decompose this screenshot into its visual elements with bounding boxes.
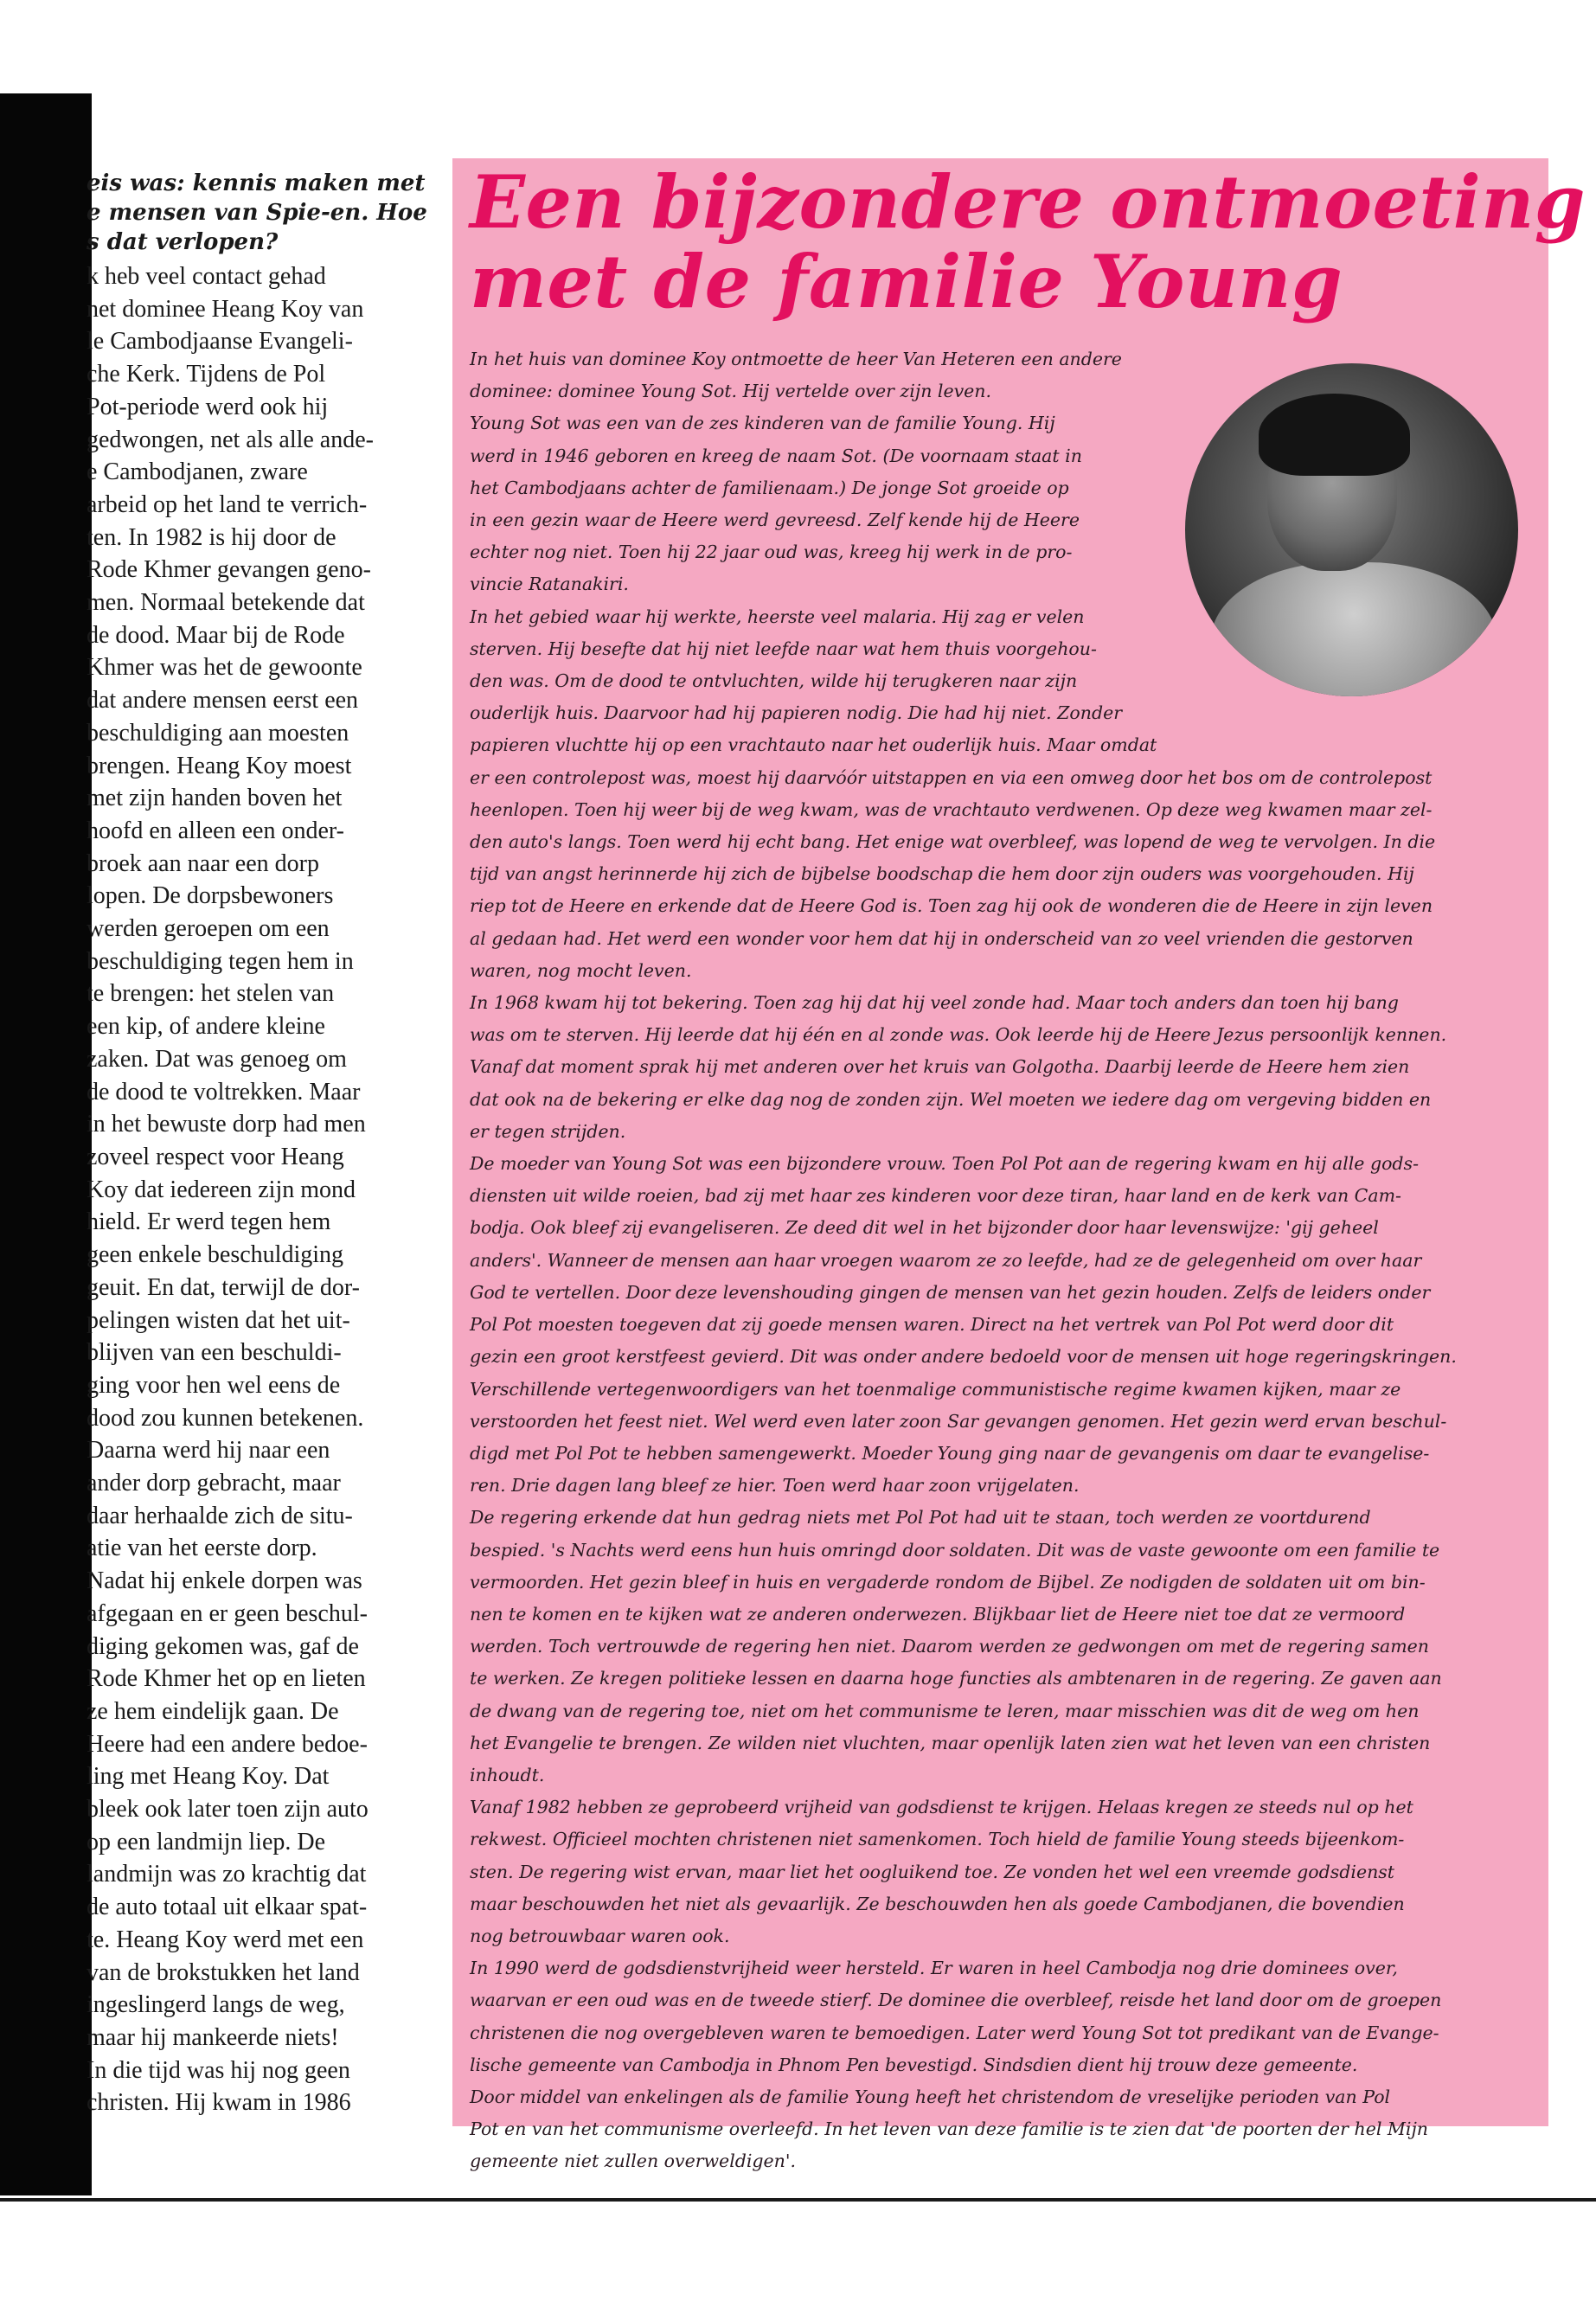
left-text-line: Heere had een andere bedoe-: [87, 1730, 368, 1758]
article-text-line: gemeente niet zullen overweldigen'.: [470, 2150, 797, 2172]
article-text-line: Pol Pot moesten toegeven dat zij goede mensen waren. Direct na het vertrek van Pol Pot werd door dit: [470, 1314, 1394, 1336]
article-title: [470, 159, 1586, 324]
left-text-line: net dominee Heang Koy van: [87, 295, 364, 323]
left-text-line: zoveel respect voor Heang: [87, 1143, 344, 1170]
article-text-line: dominee: dominee Young Sot. Hij vertelde over zijn leven.: [470, 381, 992, 402]
article-text-line: riep tot de Heere en erkende dat de Heere God is. Toen zag hij ook de wonderen die de Heere in zijn leven: [470, 895, 1433, 917]
left-text-line: broek aan naar een dorp: [87, 849, 319, 877]
title-line: met de familie Young: [470, 239, 1343, 324]
left-text-line: In die tijd was hij nog geen: [87, 2056, 350, 2084]
article-text-line: in een gezin waar de Heere werd gevreesd. Zelf kende hij de Heere: [470, 510, 1080, 531]
left-text-line: bleek ook later toen zijn auto: [87, 1796, 369, 1823]
article-text-line: Young Sot was een van de zes kinderen van de familie Young. Hij: [470, 413, 1055, 434]
left-text-line: che Kerk. Tijdens de Pol: [87, 361, 326, 388]
article-text-line: het Cambodjaans achter de familienaam.) De jonge Sot groeide op: [470, 477, 1069, 498]
title-line: Een bijzondere ontmoeting: [470, 159, 1586, 245]
left-text-line: le Cambodjaanse Evangeli-: [87, 328, 353, 356]
left-text-line: de dood. Maar bij de Rode: [87, 621, 345, 649]
article-text-line: In 1990 werd de godsdienstvrijheid weer hersteld. Er waren in heel Cambodja nog drie dominees over,: [470, 1958, 1398, 1979]
left-text-line: Rode Khmer gevangen geno-: [87, 556, 371, 584]
article-text-line: lische gemeente van Cambodja in Phnom Pen bevestigd. Sindsdien dient hij trouw deze gemeente.: [470, 2054, 1358, 2075]
left-text-line: daar herhaalde zich de situ-: [87, 1502, 353, 1529]
article-text-line: inhoudt.: [470, 1764, 545, 1785]
article-text-line: de dwang van de regering toe, niet om het communisme te leren, maar misschien was dit de weg om hen: [470, 1700, 1420, 1721]
left-text-line: atie van het eerste dorp.: [87, 1535, 317, 1562]
left-text-line: maar hij mankeerde niets!: [87, 2023, 339, 2051]
article-text-line: De regering erkende dat hun gedrag niets met Pol Pot had uit te staan, toch werden ze voortdurend: [470, 1507, 1371, 1529]
article-text-line: gezin een groot kerstfeest gevierd. Dit was onder andere bedoeld voor de mensen uit hoge regeringskringen.: [470, 1346, 1457, 1368]
left-column-body: [87, 260, 433, 2119]
left-text-line: te. Heang Koy werd met een: [87, 1926, 364, 1953]
left-text-line: ingeslingerd langs de weg,: [87, 1991, 345, 2019]
article-text-line: vermoorden. Het gezin bleef in huis en vergaderde rondom de Bijbel. Ze nodigden de soldaten uit om bin-: [470, 1571, 1426, 1593]
article-text-line: waarvan er een oud was en de tweede stierf. De dominee die overbleef, reisde het land door om de groepen: [470, 1990, 1442, 2011]
article-text-line: In het huis van dominee Koy ontmoette de heer Van Heteren een andere: [470, 349, 1122, 369]
left-text-line: ze hem eindelijk gaan. De: [87, 1697, 339, 1725]
left-text-line: hield. Er werd tegen hem: [87, 1208, 331, 1236]
article-text-line: verstoorden het feest niet. Wel werd even later zoon Sar gevangen genomen. Het gezin werd ervan beschul-: [470, 1410, 1447, 1432]
left-column-heading: [87, 169, 433, 257]
left-text-line: beschuldiging aan moesten: [87, 719, 349, 747]
left-column: [87, 169, 433, 2119]
article-text-line: er een controlepost was, moest hij daarvóór uitstappen en via een omweg door het bos om de controlepost: [470, 766, 1433, 788]
article-text-line: nen te komen en te kijken wat ze anderen onderwezen. Blijkbaar liet de Heere niet toe dat ze vermoord: [470, 1603, 1406, 1625]
left-text-line: dood zou kunnen betekenen.: [87, 1404, 364, 1432]
article-text-line: Verschillende vertegenwoordigers van het toenmalige communistische regime kwamen kijken, maar ze: [470, 1378, 1401, 1400]
article-text-line: anders'. Wanneer de mensen aan haar vroegen waarom ze zo leefde, had ze de gelegenheid om over haar: [470, 1249, 1422, 1271]
article-text-line: christenen die nog overgebleven waren te bemoedigen. Later werd Young Sot tot predikant van de Evange-: [470, 2022, 1439, 2043]
article-text-line: echter nog niet. Toen hij 22 jaar oud was, kreeg hij werk in de pro-: [470, 542, 1073, 563]
left-text-line: met zijn handen boven het: [87, 785, 343, 812]
left-text-line: dat andere mensen eerst een: [87, 687, 359, 715]
article-text-line: digd met Pol Pot te hebben samengewerkt. Moeder Young ging naar de gevangenis om daar te evangelise-: [470, 1442, 1430, 1464]
left-text-line: lopen. De dorpsbewoners: [87, 882, 334, 910]
article-text-line: ren. Drie dagen lang bleef ze hier. Toen werd haar zoon vrijgelaten.: [470, 1475, 1080, 1497]
left-text-line: arbeid op het land te verrich-: [87, 490, 368, 518]
article-text-line: diensten uit wilde roeien, bad zij met haar zes kinderen voor deze tiran, haar land en de kerk van Cam-: [470, 1185, 1401, 1207]
left-text-line: Nadat hij enkele dorpen was: [87, 1567, 362, 1595]
left-text-line: Pot-periode werd ook hij: [87, 393, 329, 420]
article-text-line: den was. Om de dood te ontvluchten, wilde hij terugkeren naar zijn: [470, 670, 1078, 692]
article-text-line: waren, nog mocht leven.: [470, 959, 692, 981]
left-text-line: Daarna werd hij naar een: [87, 1437, 330, 1465]
article-text-line: maar beschouwden het niet als gevaarlijk. Ze beschouwden hen als goede Cambodjanen, die bovendien: [470, 1893, 1405, 1914]
article-text-line: te werken. Ze kregen politieke lessen en daarna hoge functies als ambtenaren in de regering. Ze gaven aan: [470, 1668, 1442, 1689]
left-text-line: geuit. En dat, terwijl de dor-: [87, 1273, 360, 1301]
left-text-line: pelingen wisten dat het uit-: [87, 1306, 350, 1334]
left-text-line: ten. In 1982 is hij door de: [87, 523, 337, 551]
heading-line: eis was: kennis maken met: [87, 170, 426, 196]
left-text-line: k heb veel contact gehad: [87, 263, 326, 290]
left-text-line: in het bewuste dorp had men: [87, 1111, 366, 1138]
heading-line: e mensen van Spie-en. Hoe: [87, 200, 427, 226]
article-text-line: was om te sterven. Hij leerde dat hij één en al zonde was. Ook leerde hij de Heere Jezus persoonlijk kennen.: [470, 1024, 1447, 1046]
article-text-line: bespied. 's Nachts werd eens hun huis omringd door soldaten. Dit was de vaste gewoonte om een familie te: [470, 1539, 1440, 1561]
article-text-line: rekwest. Officieel mochten christenen niet samenkomen. Toch hield de familie Young steeds bijeenkom-: [470, 1829, 1405, 1850]
left-text-line: christen. Hij kwam in 1986: [87, 2089, 351, 2117]
left-text-line: de dood te voltrekken. Maar: [87, 1078, 361, 1106]
left-text-line: diging gekomen was, gaf de: [87, 1632, 359, 1660]
left-text-line: werden geroepen om een: [87, 915, 330, 943]
left-text-line: de auto totaal uit elkaar spat-: [87, 1894, 368, 1921]
article-text-line: den auto's langs. Toen werd hij echt bang. Het enige wat overbleef, was lopend de weg te vervolgen. In die: [470, 831, 1436, 853]
heading-line: s dat verlopen?: [87, 229, 279, 255]
article-text-line: ouderlijk huis. Daarvoor had hij papieren nodig. Die had hij niet. Zonder: [470, 702, 1123, 724]
article-text-line: bodja. Ook bleef zij evangeliseren. Ze deed dit wel in het bijzonder door haar levenswijze: 'gij geheel: [470, 1217, 1379, 1239]
left-text-line: brengen. Heang Koy moest: [87, 752, 352, 779]
left-text-line: ander dorp gebracht, maar: [87, 1470, 341, 1497]
bottom-rule: [0, 2198, 1596, 2202]
article-text-line: werden. Toch vertrouwde de regering hen niet. Daarom werden ze gedwongen om met de regering samen: [470, 1636, 1429, 1657]
left-text-line: ling met Heang Koy. Dat: [87, 1763, 330, 1791]
article-text-line: dat ook na de bekering er elke dag nog de zonden zijn. Wel moeten we iedere dag om vergeving bidden en: [470, 1088, 1432, 1110]
article-text-line: In het gebied waar hij werkte, heerste veel malaria. Hij zag er velen: [470, 606, 1085, 627]
left-text-line: zaken. Dat was genoeg om: [87, 1045, 347, 1073]
left-text-line: een kip, of andere kleine: [87, 1013, 325, 1041]
article-text-line: Door middel van enkelingen als de familie Young heeft het christendom de vreselijke perioden van Pol: [470, 2086, 1391, 2107]
article-text-line: nog betrouwbaar waren ook.: [470, 1925, 730, 1946]
article-text-line: sten. De regering wist ervan, maar liet het oogluikend toe. Ze vonden het wel een vreemde godsdienst: [470, 1861, 1395, 1882]
article-text-line: Vanaf 1982 hebben ze geprobeerd vrijheid van godsdienst te krijgen. Helaas kregen ze steeds nul op het: [470, 1797, 1413, 1818]
left-text-line: men. Normaal betekende dat: [87, 589, 365, 617]
article-text-line: In 1968 kwam hij tot bekering. Toen zag hij dat hij veel zonde had. Maar toch anders dan toen hij bang: [470, 992, 1399, 1014]
article-text-line: het Evangelie te brengen. Ze wilden niet vluchten, maar openlijk laten zien wat het leven van een christen: [470, 1732, 1431, 1753]
article-text-line: sterven. Hij besefte dat hij niet leefde naar wat hem thuis voorgehou-: [470, 638, 1097, 659]
article-text-line: De moeder van Young Sot was een bijzondere vrouw. Toen Pol Pot aan de regering kwam en hij alle gods-: [470, 1153, 1419, 1175]
left-text-line: hoofd en alleen een onder-: [87, 817, 344, 844]
left-text-line: Rode Khmer het op en lieten: [87, 1665, 366, 1693]
left-text-line: op een landmijn liep. De: [87, 1828, 326, 1856]
article-text-line: Vanaf dat moment sprak hij met anderen over het kruis van Golgotha. Daarbij leerde de Heere hem zien: [470, 1056, 1410, 1078]
left-text-line: landmijn was zo krachtig dat: [87, 1861, 367, 1888]
article-text-line: God te vertellen. Door deze levenshouding gingen de mensen van het gezin houden. Zelfs de leiders onder: [470, 1281, 1431, 1303]
article-text-line: er tegen strijden.: [470, 1120, 626, 1142]
article-text-line: vincie Ratanakiri.: [470, 574, 629, 595]
left-text-line: e Cambodjanen, zware: [87, 458, 308, 486]
left-text-line: te brengen: het stelen van: [87, 980, 335, 1008]
article-text-line: papieren vluchtte hij op een vrachtauto naar het ouderlijk huis. Maar omdat: [470, 734, 1157, 756]
left-text-line: Koy dat iedereen zijn mond: [87, 1176, 356, 1203]
scan-edge-bar: [0, 93, 92, 2195]
left-text-line: beschuldiging tegen hem in: [87, 947, 354, 975]
article-text-line: al gedaan had. Het werd een wonder voor hem dat hij in onderscheid van zo veel vrienden die gestorven: [470, 927, 1413, 949]
left-text-line: van de brokstukken het land: [87, 1958, 360, 1986]
article-text-line: heenlopen. Toen hij weer bij de weg kwam, was de vrachtauto verdwenen. Op deze weg kwamen maar zel-: [470, 798, 1433, 820]
article-text-line: werd in 1946 geboren en kreeg de naam Sot. (De voornaam staat in: [470, 445, 1082, 466]
left-text-line: ging voor hen wel eens de: [87, 1371, 341, 1399]
left-text-line: gedwongen, net als alle ande-: [87, 426, 374, 453]
article-text-line: Pot en van het communisme overleefd. In het leven van deze familie is te zien dat 'de poorten der hel Mijn: [470, 2118, 1429, 2140]
left-text-line: geen enkele beschuldiging: [87, 1241, 344, 1269]
article-body: [470, 343, 1542, 2178]
left-text-line: afgegaan en er geen beschul-: [87, 1599, 368, 1627]
article-text-line: tijd van angst herinnerde hij zich de bijbelse boodschap die hem door zijn ouders was voorgehouden. Hij: [470, 863, 1414, 885]
left-text-line: Khmer was het de gewoonte: [87, 654, 362, 682]
left-text-line: blijven van een beschuldi-: [87, 1339, 342, 1367]
